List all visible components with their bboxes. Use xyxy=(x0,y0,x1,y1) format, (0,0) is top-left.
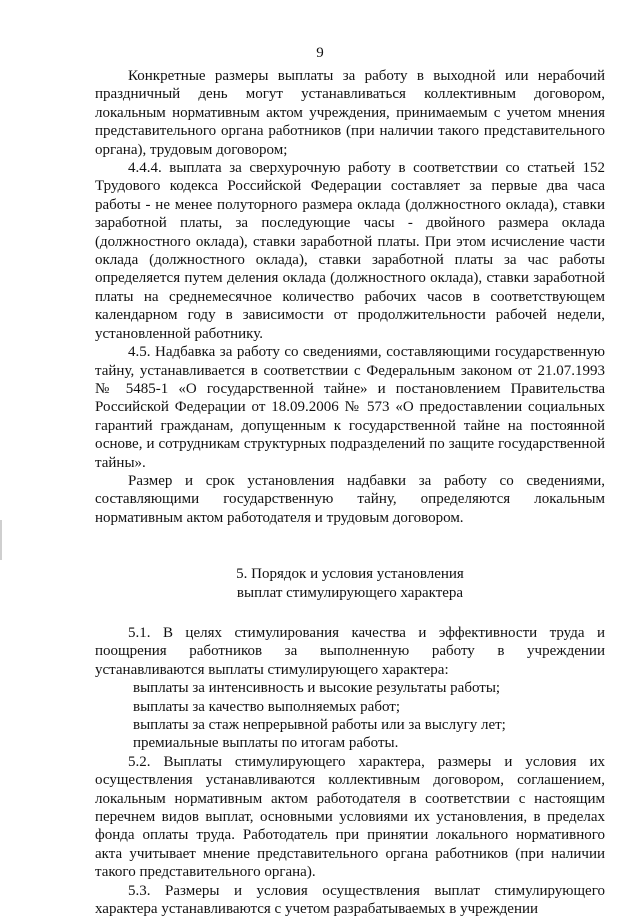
document-body xyxy=(95,67,605,918)
list-item: выплаты за стаж непрерывной работы или за выслугу лет; xyxy=(133,717,506,733)
list-item: премиальные выплаты по итогам работы. xyxy=(133,735,399,752)
paragraph-5-2: 5.2. Выплаты стимулирующего характера, размеры и условия их осуществления устанавливаются коллективным договором, соглашением, локальным нормативным актом работодателя в соответствии с настоящим перечнем видов выплат, основными условиями их установления, в пределах фонда оплаты труда. Работодатель при принятии локального нормативного акта учитывает мнение представительного органа работников (при наличии такого представительного органа). xyxy=(95,753,605,881)
section-heading-line-1: 5. Порядок и условия установления xyxy=(236,566,464,583)
paragraph-5-3: 5.3. Размеры и условия осуществления выплат стимулирующего характера устанавливаются с учетом разрабатываемых в учреждении xyxy=(95,882,605,918)
paragraph-holiday-pay: Конкретные размеры выплаты за работу в выходной или нерабочий праздничный день могут устанавливаться коллективным договором, локальным нормативным актом учреждения, принимаемым с учетом мнения представительного органа работников (при наличии такого представительного органа), трудовым договором; xyxy=(95,68,605,158)
paragraph-4-5: 4.5. Надбавка за работу со сведениями, составляющими государственную тайну, устанавливается в соответствии с Федеральным законом от 21.07.1993 № 5485-1 «О государственной тайне» и постановлением Правительства Российской Федерации от 18.09.2006 № 573 «О предоставлении социальных гарантий гражданам, допущенным к государственной тайне на постоянной основе, и сотрудникам структурных подразделений по защите государственной тайны». xyxy=(95,344,605,471)
section-5-heading xyxy=(95,565,605,602)
section-heading-line-2: выплат стимулирующего характера xyxy=(236,584,464,601)
page-number: 9 xyxy=(316,45,324,61)
paragraph-secret-allowance: Размер и срок установления надбавки за работу со сведениями, составляющими государственную тайну, определяются локальным нормативным актом работодателя и трудовым договором. xyxy=(95,472,605,526)
list-item: выплаты за качество выполняемых работ; xyxy=(133,698,400,715)
section-spacer xyxy=(95,527,605,565)
heading-gap xyxy=(95,602,605,624)
scan-edge-mark xyxy=(0,520,2,560)
paragraph-4-4-4: 4.4.4. выплата за сверхурочную работу в соответствии со статьей 152 Трудового кодекса Российской Федерации составляет за первые два часа работы - не менее полуторного размера оклада (должностного оклада), ставки заработной платы, за последующие часы - двойного размера оклада (должностного оклада), ставки заработной платы. При этом исчисление части оклада (должностного оклада), ставки заработной платы за час работы определяется путем деления оклада (должностного оклада), ставки заработной платы на среднемесячное количество рабочих часов в соответствующем календарном году в зависимости от продолжительности рабочей недели, установленной работнику. xyxy=(95,160,605,342)
list-item: выплаты за интенсивность и высокие результаты работы; xyxy=(133,680,501,697)
paragraph-5-1: 5.1. В целях стимулирования качества и эффективности труда и поощрения работников за выполненную работу в учреждении устанавливаются выплаты стимулирующего характера: xyxy=(95,624,605,678)
